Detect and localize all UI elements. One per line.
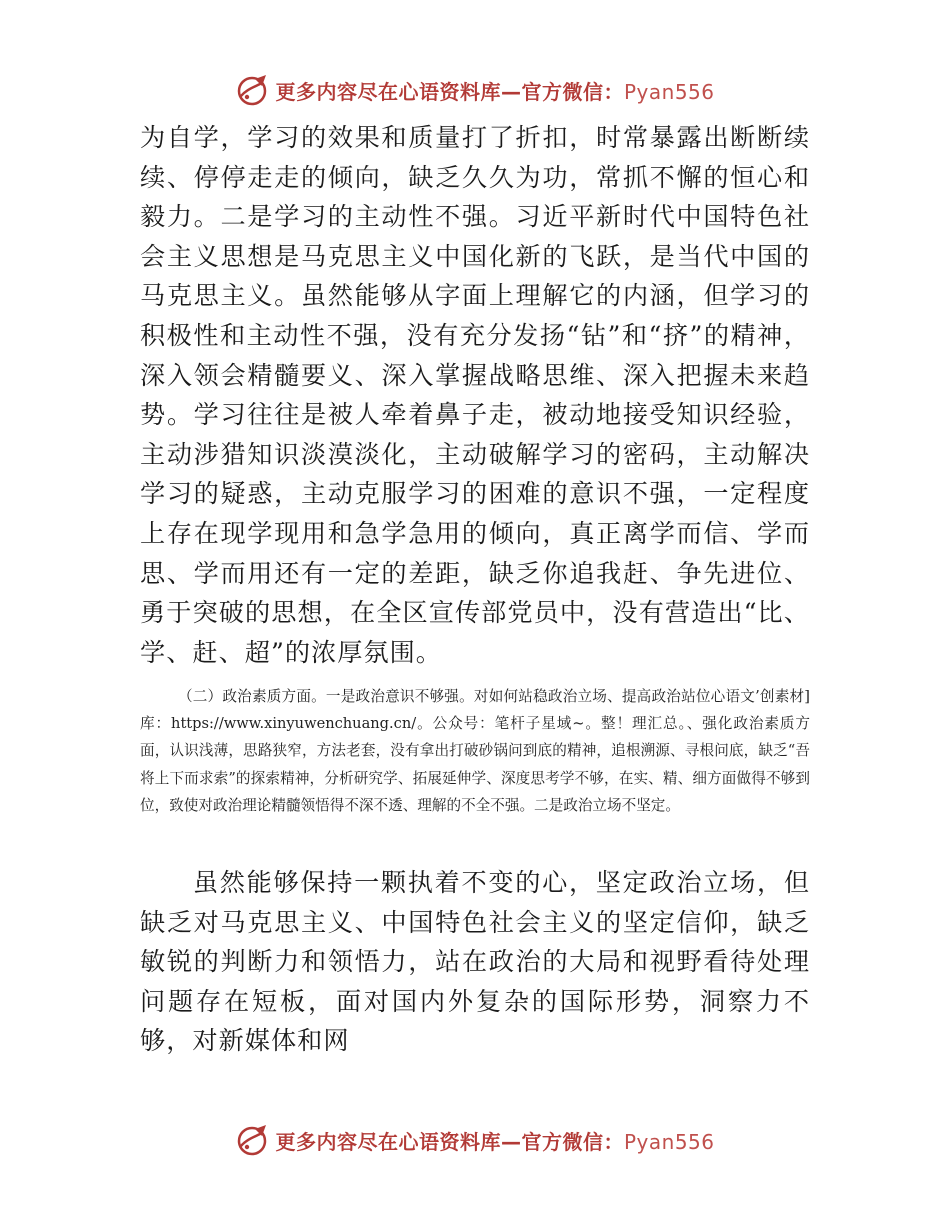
header-banner bbox=[0, 70, 950, 110]
pen-logo-icon bbox=[235, 1122, 271, 1158]
header-wechat-id: Pyan556 bbox=[623, 79, 715, 104]
footer-wechat-id: Pyan556 bbox=[623, 1129, 715, 1154]
body-paragraph-1: 为自学，学习的效果和质量打了折扣，时常暴露出断断续续、停停走走的倾向，缺乏久久为功，常抓不懈的恒心和毅力。二是学习的主动性不强。习近平新时代中国特色社会主义思想是马克思主义中国化新的飞跃，是当代中国的马克思主义。虽然能够从字面上理解它的内涵，但学习的积极性和主动性不强，没有充分发扬“钻”和“挤”的精神，深入领会精髓要义、深入掌握战略思维、深入把握未来趋势。学习往往是被人牵着鼻子走，被动地接受知识经验，主动涉猎知识淡漠淡化，主动破解学习的密码，主动解决学习的疑惑，主动克服学习的困难的意识不强，一定程度上存在现学现用和急学急用的倾向，真正离学而信、学而思、学而用还有一定的差距，缺乏你追我赶、争先进位、勇于突破的思想，在全区宣传部党员中，没有营造出“比、学、赶、超”的浓厚氛围。 bbox=[140, 123, 810, 667]
header-banner-label: 更多内容尽在心语资料库—官方微信： bbox=[275, 79, 624, 104]
body-paragraph-2: （二）政治素质方面。一是政治意识不够强。对如何站稳政治立场、提高政治站位心语文’创素材]库：https://www.xinyuwenchuang.cn/。公众号：笔杆子星域~。整！理汇总。、强化政治素质方面，认识浅薄，思路狭窄，方法老套，没有拿出打破砂锅问到底的精神，追根溯源、寻根问底，缺乏“吾将上下而求索”的探索精神，分析研究学、拓展延伸学、深度思考学不够，在实、精、细方面做得不够到位，致使对政治理论精髓领悟得不深不透、理解的不全不强。二是政治立场不坚定。 bbox=[140, 688, 810, 814]
footer-banner-text bbox=[275, 1126, 714, 1155]
footer-banner bbox=[0, 1120, 950, 1160]
body-paragraph-3: 虽然能够保持一颗执着不变的心，坚定政治立场，但缺乏对马克思主义、中国特色社会主义的坚定信仰，缺乏敏锐的判断力和领悟力，站在政治的大局和视野看待处理问题存在短板，面对国内外复杂的国际形势，洞察力不够，对新媒体和网 bbox=[140, 868, 810, 1056]
footer-banner-label: 更多内容尽在心语资料库—官方微信： bbox=[275, 1129, 624, 1154]
pen-logo-icon bbox=[235, 72, 271, 108]
header-banner-text bbox=[275, 76, 714, 105]
